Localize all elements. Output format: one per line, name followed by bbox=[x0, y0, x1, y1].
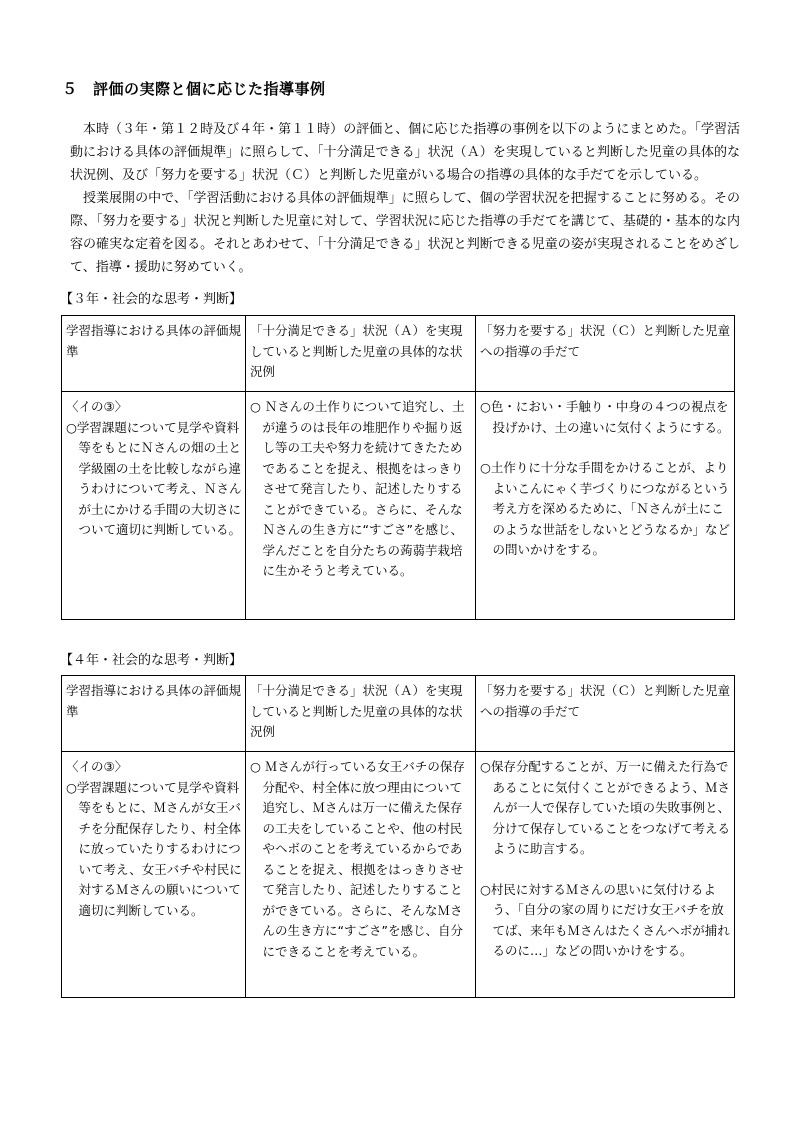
header-status-a: 「十分満足できる」状況（Ａ）を実現していると判断した児童の具体的な状況例 bbox=[246, 676, 476, 752]
guidance-item-2: ○土作りに十分な手間をかけることが、よりよいこんにゃく芋づくりにつながるという考え方を深めるために、「Ｎさんが土にこのような世話をしないとどうなるか」などの問いかけをする。 bbox=[480, 460, 731, 557]
criteria-tag: 〈イの③〉 bbox=[66, 759, 128, 774]
intro-paragraph-2: 授業展開の中で、「学習活動における具体の評価規準」に照らして、個の学習状況を把握することに努める。その際、「努力を要する」状況と判断した児童に対して、学習状況に応じた指導の手だてを講じて、基礎的・基本的な内容の確実な定着を図る。それとあわせて、「十分満足できる」状況と判断できる児童の姿が実現されることをめざして、指導・援助に努めていく。 bbox=[70, 191, 740, 275]
criteria-text: ○学習課題について見学や資料等をもとにＮさんの畑の土と学級園の土を比較しながら違うわけについて考え、Ｎさんが土にかける手間の大切さについて適切に判断している。 bbox=[66, 419, 242, 537]
status-a-text: ○ Ｍさんが行っている女王バチの保存分配や、村全体に放つ理由について追究し、Ｍさんは万一に備えた保存の工夫をしていることや、他の村民やヘボのことを考えているからであることを捉え、根拠をはっきりさせて発言したり、記述したりすることができている。さらに、そんなＭさんの生き方に“すごさ”を感じ、自分にできることを考えている。 bbox=[250, 759, 465, 959]
guidance-cell bbox=[476, 752, 735, 998]
header-guidance-c: 「努力を要する」状況（Ｃ）と判断した児童への指導の手だて bbox=[476, 316, 735, 392]
header-guidance-c: 「努力を要する」状況（Ｃ）と判断した児童への指導の手だて bbox=[476, 676, 735, 752]
section-heading: ５ 評価の実際と個に応じた指導事例 bbox=[62, 80, 326, 98]
table-header-row bbox=[62, 676, 735, 752]
guidance-item-1: ○保存分配することが、万一に備えた行為であることに気付くことができるよう、Ｍさんが一人で保存していた頃の失敗事例と、分けて保存していることをつなげて考えるように助言する。 bbox=[480, 759, 731, 856]
grade3-section-label: 【３年・社会的な思考・判断】 bbox=[60, 292, 243, 307]
criteria-cell bbox=[62, 392, 246, 620]
guidance-item-2: ○村民に対するＭさんの思いに気付けるよう、「自分の家の周りにだけ女王バチを放てば、来年もＭさんはたくさんヘボが捕れるのに…」などの問いかけをする。 bbox=[480, 881, 730, 958]
table-header-row bbox=[62, 316, 735, 392]
spacer bbox=[480, 438, 731, 458]
guidance-item-1: ○色・におい・手触り・中身の４つの視点を投げかけ、土の違いに気付くようにする。 bbox=[480, 399, 730, 435]
grade3-evaluation-table bbox=[61, 315, 735, 620]
status-a-cell bbox=[246, 752, 476, 998]
table-row bbox=[62, 392, 735, 620]
criteria-text: ○学習課題について見学や資料等をもとに、Ｍさんが女王バチを分配保存したり、村全体に放っていたりするわけについて考え、女王バチや村民に対するＭさんの願いについて適切に判断している。 bbox=[66, 779, 242, 918]
grade4-evaluation-table bbox=[61, 675, 735, 998]
intro-paragraph-1: 本時（３年・第１２時及び４年・第１１時）の評価と、個に応じた指導の事例を以下のようにまとめた。「学習活動における具体の評価規準」に照らして、「十分満足できる」状況（Ａ）を実現していると判断した児童の具体的な状況例、及び「努力を要する」状況（Ｃ）と判断した児童がいる場合の指導の具体的な手だてを示している。 bbox=[70, 122, 740, 183]
header-status-a: 「十分満足できる」状況（Ａ）を実現していると判断した児童の具体的な状況例 bbox=[246, 316, 476, 392]
header-criteria: 学習指導における具体の評価規準 bbox=[62, 676, 246, 752]
intro-text bbox=[70, 118, 740, 279]
table-row bbox=[62, 752, 735, 998]
status-a-cell bbox=[246, 392, 476, 620]
spacer bbox=[480, 860, 731, 880]
criteria-cell bbox=[62, 752, 246, 998]
header-criteria: 学習指導における具体の評価規準 bbox=[62, 316, 246, 392]
guidance-cell bbox=[476, 392, 735, 620]
status-a-text: ○ Ｎさんの土作りについて追究し、土が違うのは長年の堆肥作りや掘り返し等の工夫や努力を続けてきたためであることを捉え、根拠をはっきりさせて発言したり、記述したりすることができている。さらに、そんなＮさんの生き方に“すごさ”を感じ、学んだことを自分たちの蒟蒻芋栽培に生かそうと考えている。 bbox=[250, 399, 465, 578]
criteria-tag: 〈イの③〉 bbox=[66, 399, 128, 414]
grade4-section-label: 【４年・社会的な思考・判断】 bbox=[60, 653, 243, 668]
